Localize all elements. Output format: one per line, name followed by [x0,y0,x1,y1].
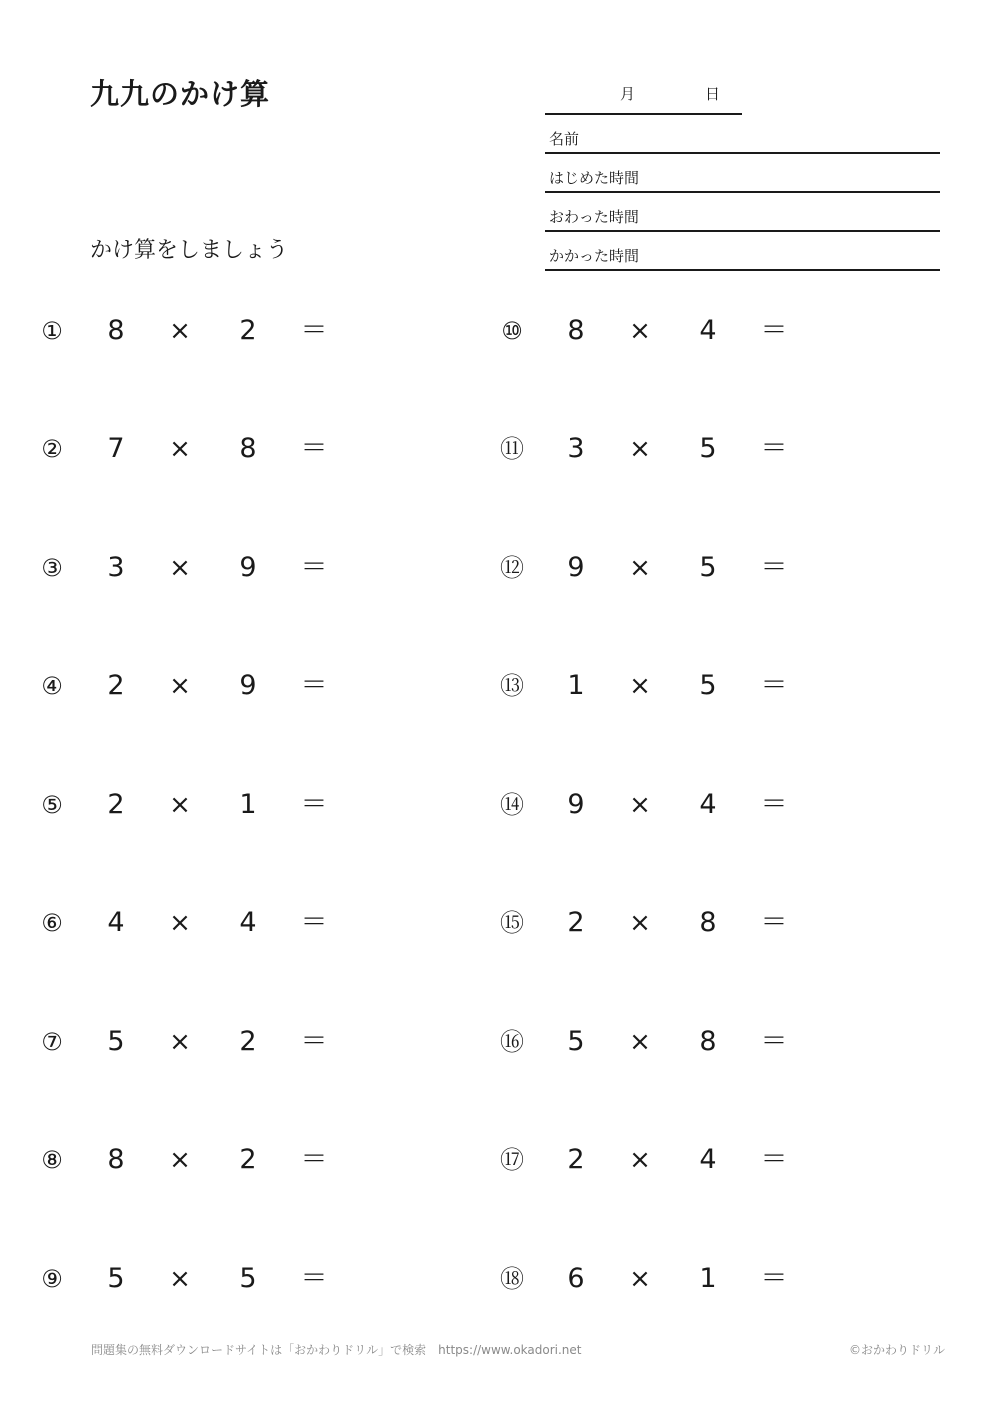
operand-a: 2 [107,670,125,701]
operand-b: 5 [699,552,717,583]
equals-sign: ＝ [300,433,328,464]
multiply-sign: × [629,1145,651,1175]
problem-number: ⑪ [500,435,524,463]
operand-a: 5 [107,1263,125,1294]
multiply-sign: × [629,790,651,820]
operand-a: 1 [567,670,585,701]
operand-a: 4 [107,907,125,938]
operand-a: 7 [107,433,125,464]
equals-sign: ＝ [300,552,328,583]
operand-b: 1 [239,789,257,820]
problem-number: ⑮ [500,909,524,937]
problem-row [38,1140,438,1180]
operand-a: 2 [107,789,125,820]
operand-b: 1 [699,1263,717,1294]
elapsed-time-label: かかった時間 [549,247,640,265]
problem-row [38,548,438,588]
problem-number: ⑥ [41,909,63,937]
equals-sign: ＝ [300,1263,328,1294]
operand-b: 5 [699,433,717,464]
problem-row [498,785,898,825]
problem-row [38,666,438,706]
problem-row [38,311,438,351]
equals-sign: ＝ [760,1144,788,1175]
footer-copyright: ©おかわりドリル [849,1343,946,1357]
operand-a: 8 [107,315,125,346]
operand-b: 8 [699,907,717,938]
operand-a: 3 [567,433,585,464]
start-time-field[interactable] [545,154,940,193]
operand-a: 9 [567,789,585,820]
elapsed-time-field[interactable] [545,232,940,271]
operand-b: 4 [699,1144,717,1175]
instruction-text: かけ算をしましょう [90,238,289,263]
end-time-label: おわった時間 [549,208,639,226]
operand-a: 9 [567,552,585,583]
problem-row [38,785,438,825]
multiply-sign: × [169,671,191,701]
problem-number: ⑱ [500,1265,524,1293]
operand-b: 8 [239,433,257,464]
operand-b: 4 [239,907,257,938]
operand-b: 5 [699,670,717,701]
multiply-sign: × [629,908,651,938]
problem-number: ⑦ [41,1028,63,1056]
multiply-sign: × [629,434,651,464]
equals-sign: ＝ [760,789,788,820]
info-box [545,78,940,273]
equals-sign: ＝ [300,789,328,820]
multiply-sign: × [629,316,651,346]
multiply-sign: × [169,553,191,583]
problem-number: ⑨ [41,1265,63,1293]
multiply-sign: × [169,316,191,346]
equals-sign: ＝ [300,670,328,701]
problem-number: ⑯ [500,1028,524,1056]
operand-b: 9 [239,552,257,583]
problem-number: ⑬ [500,672,524,700]
problem-row [498,1259,898,1299]
problem-number: ④ [41,672,63,700]
problem-number: ⑫ [500,554,524,582]
operand-a: 2 [567,907,585,938]
name-field[interactable] [545,115,940,154]
operand-b: 5 [239,1263,257,1294]
operand-b: 9 [239,670,257,701]
operand-a: 8 [107,1144,125,1175]
problem-row [498,666,898,706]
operand-a: 2 [567,1144,585,1175]
multiply-sign: × [169,1264,191,1294]
equals-sign: ＝ [760,1263,788,1294]
problem-number: ① [41,317,63,345]
multiply-sign: × [629,1027,651,1057]
problem-row [498,1022,898,1062]
equals-sign: ＝ [760,315,788,346]
multiply-sign: × [629,1264,651,1294]
multiply-sign: × [169,1027,191,1057]
month-label: 月 [620,85,636,103]
problem-row [38,1259,438,1299]
problem-row [498,311,898,351]
date-field[interactable] [545,78,742,115]
equals-sign: ＝ [300,1026,328,1057]
operand-a: 5 [107,1026,125,1057]
equals-sign: ＝ [300,907,328,938]
equals-sign: ＝ [760,433,788,464]
equals-sign: ＝ [300,315,328,346]
problem-row [498,548,898,588]
name-label: 名前 [549,130,580,148]
operand-b: 4 [699,789,717,820]
problem-number: ② [41,435,63,463]
problem-row [38,429,438,469]
problem-number: ③ [41,554,63,582]
multiply-sign: × [169,434,191,464]
day-label: 日 [705,85,721,103]
operand-b: 2 [239,315,257,346]
operand-a: 6 [567,1263,585,1294]
equals-sign: ＝ [760,552,788,583]
problem-number: ⑰ [500,1146,524,1174]
operand-b: 2 [239,1144,257,1175]
problem-row [498,1140,898,1180]
multiply-sign: × [169,908,191,938]
start-time-label: はじめた時間 [549,169,640,187]
multiply-sign: × [629,671,651,701]
page-title: 九九のかけ算 [90,77,271,111]
multiply-sign: × [629,553,651,583]
problem-number: ⑩ [501,317,523,345]
end-time-field[interactable] [545,193,940,232]
multiply-sign: × [169,1145,191,1175]
equals-sign: ＝ [760,907,788,938]
problem-row [38,903,438,943]
equals-sign: ＝ [760,670,788,701]
operand-a: 8 [567,315,585,346]
equals-sign: ＝ [300,1144,328,1175]
operand-b: 4 [699,315,717,346]
equals-sign: ＝ [760,1026,788,1057]
problem-number: ⑧ [41,1146,63,1174]
operand-b: 8 [699,1026,717,1057]
problem-number: ⑭ [500,791,524,819]
problem-row [498,903,898,943]
operand-a: 5 [567,1026,585,1057]
problem-number: ⑤ [41,791,63,819]
problem-row [498,429,898,469]
multiply-sign: × [169,790,191,820]
operand-b: 2 [239,1026,257,1057]
operand-a: 3 [107,552,125,583]
problem-row [38,1022,438,1062]
footer-site-note: 問題集の無料ダウンロードサイトは「おかわりドリル」で検索 https://www.okadori.net [91,1343,582,1357]
